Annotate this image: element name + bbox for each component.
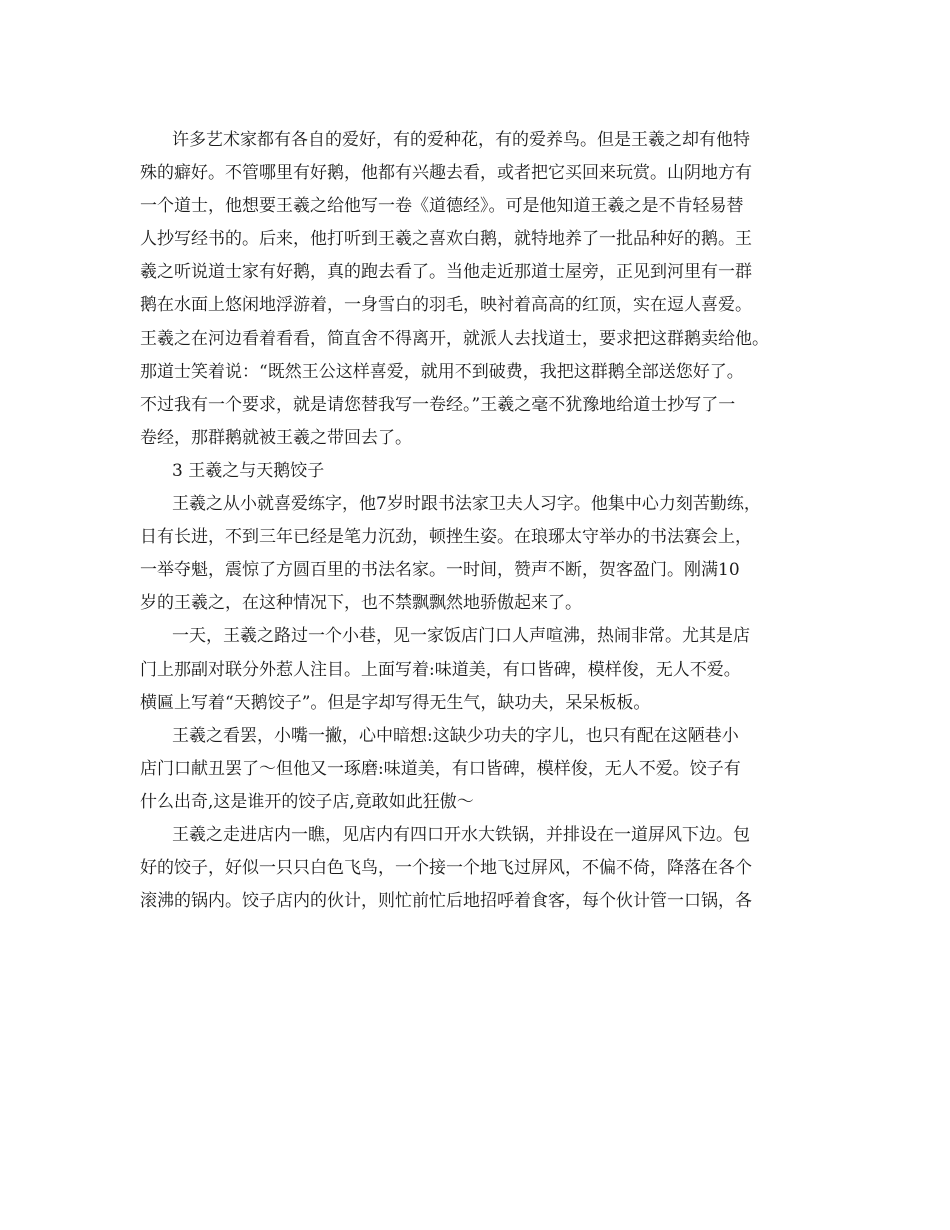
text-line: 王羲之从小就喜爱练字，他7岁时跟书法家卫夫人习字。他集中心力刻苦勤练， <box>172 494 761 515</box>
text-line: 羲之听说道士家有好鹅，真的跑去看了。当他走近那道士屋旁，正见到河里有一群 <box>140 262 752 283</box>
text-line: 3 王羲之与天鹅饺子 <box>172 460 325 481</box>
text-line: 一天，王羲之路过一个小巷，见一家饭店门口人声喧沸，热闹非常。尤其是店 <box>172 626 750 647</box>
text-line: 岁的王羲之，在这种情况下，也不禁飘飘然地骄傲起来了。 <box>140 593 582 614</box>
text-line: 一举夺魁，震惊了方圆百里的书法名家。一时间，赞声不断，贺客盈门。刚满10 <box>140 560 740 581</box>
text-line: 王羲之走进店内一瞧，见店内有四口开水大铁锅，并排设在一道屏风下边。包 <box>172 824 750 845</box>
text-line: 殊的癖好。不管哪里有好鹅，他都有兴趣去看，或者把它买回来玩赏。山阴地方有 <box>140 163 752 184</box>
text-line: 那道士笑着说：“既然王公这样喜爱，就用不到破费，我把这群鹅全部送您好了。 <box>140 361 744 382</box>
text-line: 一个道士，他想要王羲之给他写一卷《道德经》。可是他知道王羲之是不肯轻易替 <box>140 196 744 217</box>
text-line: 人抄写经书的。后来，他打听到王羲之喜欢白鹅，就特地养了一批品种好的鹅。王 <box>140 229 752 250</box>
text-line: 好的饺子，好似一只只白色飞鸟，一个接一个地飞过屏风，不偏不倚，降落在各个 <box>140 858 752 879</box>
text-line: 许多艺术家都有各自的爱好，有的爱种花，有的爱养鸟。但是王羲之却有他特 <box>172 130 750 150</box>
text-line: 王羲之看罢，小嘴一撇，心中暗想:这缺少功夫的字儿，也只有配在这陋巷小 <box>172 725 739 746</box>
text-line: 王羲之在河边看着看看，简直舍不得离开，就派人去找道士，要求把这群鹅卖给他。 <box>140 328 769 349</box>
text-line: 日有长进，不到三年已经是笔力沉劲，顿挫生姿。在琅琊太守举办的书法赛会上， <box>140 527 752 548</box>
text-line: 不过我有一个要求，就是请您替我写一卷经。”王羲之毫不犹豫地给道士抄写了一 <box>140 394 736 415</box>
text-line: 门上那副对联分外惹人注目。上面写着:味道美，有口皆碑，模样俊，无人不爱。 <box>140 659 741 680</box>
text-line: 店门口献丑罢了～但他又一琢磨:味道美，有口皆碑，模样俊，无人不爱。饺子有 <box>140 758 741 779</box>
text-line: 什么出奇,这是谁开的饺子店,竟敢如此狂傲～ <box>140 791 474 812</box>
text-line: 横匾上写着“天鹅饺子”。但是字却写得无生气，缺功夫，呆呆板板。 <box>140 692 651 713</box>
text-line: 卷经，那群鹅就被王羲之带回去了。 <box>140 427 412 448</box>
text-line: 滚沸的锅内。饺子店内的伙计，则忙前忙后地招呼着食客，每个伙计管一口锅，各 <box>140 891 752 912</box>
text-line: 鹅在水面上悠闲地浮游着，一身雪白的羽毛，映衬着高高的红顶，实在逗人喜爱。 <box>140 295 752 316</box>
document-body <box>140 124 830 918</box>
